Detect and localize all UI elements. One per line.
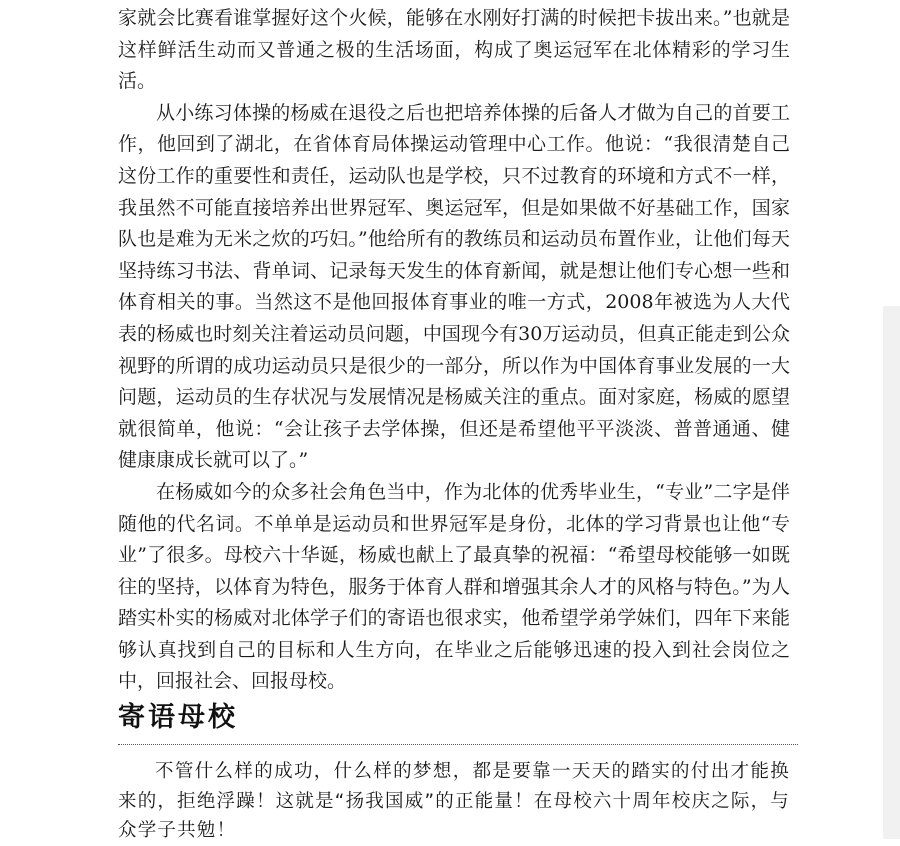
article-body xyxy=(118,3,790,698)
dotted-divider xyxy=(118,744,798,745)
article-paragraph-2: 从小练习体操的杨威在退役之后也把培养体操的后备人才做为自己的首要工作，他回到了湖北，在省体育局体操运动管理中心工作。他说：“我很清楚自己这份工作的重要性和责任，运动队也是学校，只不过教育的环境和方式不一样，我虽然不可能直接培养出世界冠军、奥运冠军，但是如果做不好基础工作，国家队也是难为无米之炊的巧妇。”他给所有的教练员和运动员布置作业，让他们每天坚持练习书法、背单词、记录每天发生的体育新闻，就是想让他们专心想一些和体育相关的事。当然这不是他回报体育事业的唯一方式，2008年被选为人大代表的杨威也时刻关注着运动员问题，中国现今有30万运动员，但真正能走到公众视野的所谓的成功运动员只是很少的一部分，所以作为中国体育事业发展的一大问题，运动员的生存状况与发展情况是杨威关注的重点。面对家庭，杨威的愿望就很简单，他说：“会让孩子去学体操，但还是希望他平平淡淡、普普通通、健健康康成长就可以了。” xyxy=(118,101,790,472)
closing-message: 不管什么样的成功，什么样的梦想，都是要靠一天天的踏实的付出才能换来的，拒绝浮躁！这就是“扬我国威”的正能量！在母校六十周年校庆之际，与众学子共勉！ xyxy=(118,761,790,841)
article-paragraph-1: 家就会比赛看谁掌握好这个火候，能够在水刚好打满的时候把卡拔出来。”也就是这样鲜活生动而又普通之极的生活场面，构成了奥运冠军在北体精彩的学习生活。 xyxy=(118,7,790,93)
scrollbar-track[interactable] xyxy=(883,306,900,839)
section-heading: 寄语母校 xyxy=(118,702,238,733)
article-paragraph-3: 在杨威如今的众多社会角色当中，作为北体的优秀毕业生，“专业”二字是伴随他的代名词。不单单是运动员和世界冠军是身份，北体的学习背景也让他“专业”了很多。母校六十华诞，杨威也献上了最真挚的祝福：“希望母校能够一如既往的坚持，以体育为特色，服务于体育人群和增强其余人才的风格与特色。”为人踏实朴实的杨威对北体学子们的寄语也很求实，他希望学弟学妹们，四年下来能够认真找到自己的目标和人生方向，在毕业之后能够迅速的投入到社会岗位之中，回报社会、回报母校。 xyxy=(118,480,790,693)
